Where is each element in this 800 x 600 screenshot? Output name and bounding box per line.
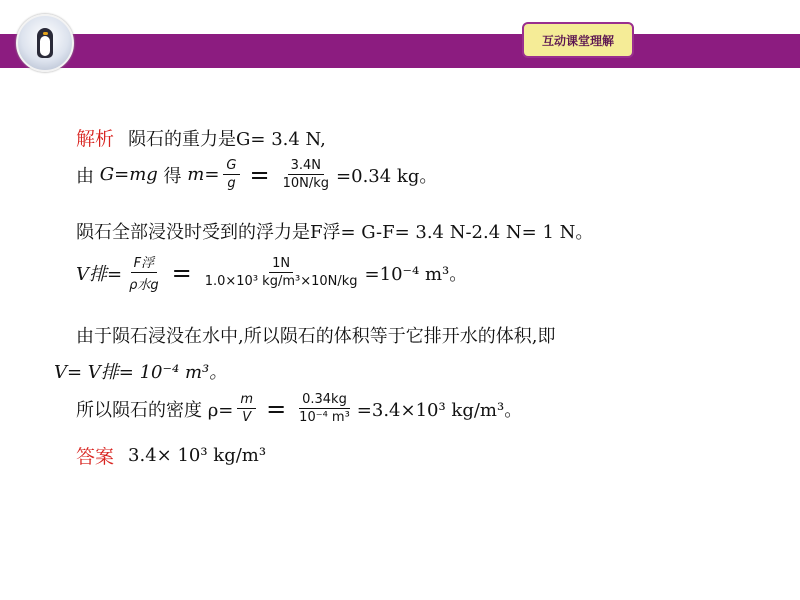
volume-equation-line: V排= $\frac{\text{F浮}}{\text{ρ水g}}$ = $\frac{1N}{\text{1.0×10³ kg/m³×10N/kg}}$ =10⁻⁴ m³。 (76, 252, 467, 293)
fraction-m-over-v: $\frac{m}{V}$ (237, 392, 256, 425)
answer-tag: 答案 (76, 446, 115, 468)
fraction-density-values: $\frac{0.34kg}{\text{10⁻⁴ m³}}$ (299, 392, 350, 425)
volume-result-line: V= V排= 10⁻⁴ m³。 (54, 362, 228, 383)
fraction-volume-values: $\frac{1N}{\text{1.0×10³ kg/m³×10N/kg}}$ (204, 256, 358, 289)
answer-line (76, 442, 266, 469)
explanation-line: 由于陨石浸没在水中,所以陨石的体积等于它排开水的体积,即 (76, 326, 556, 347)
density-equation-line: 所以陨石的密度 ρ= $\frac{m}{V}$ = $\frac{0.34kg}{\text{10⁻⁴ m³}}$ =3.4×10³ kg/m³。 (76, 392, 523, 425)
mass-equation-line: 由 G=mg 得 m= $\frac{G}{g}$ = $\frac{3.4N}{10N/kg}$ =0.34 kg。 (76, 158, 438, 191)
interactive-lesson-button[interactable]: 互动课堂理解 (522, 22, 634, 58)
analysis-tag: 解析 (76, 128, 115, 150)
analysis-line (76, 124, 326, 151)
fraction-f-over-rho-g: $\frac{\text{F浮}}{\text{ρ水g}}$ (126, 252, 162, 293)
answer-text: 3.4× 10³ kg/m³ (128, 445, 267, 466)
fraction-g-over-g: $\frac{G}{g}$ (223, 158, 239, 191)
gravity-text: 陨石的重力是G= 3.4 N, (128, 128, 326, 150)
header-band (0, 34, 800, 68)
fraction-mass-values: $\frac{3.4N}{10N/kg}$ (282, 158, 330, 191)
buoyancy-line: 陨石全部浸没时受到的浮力是F浮= G-F= 3.4 N-2.4 N= 1 N。 (76, 222, 594, 243)
penguin-logo-icon (16, 14, 74, 72)
